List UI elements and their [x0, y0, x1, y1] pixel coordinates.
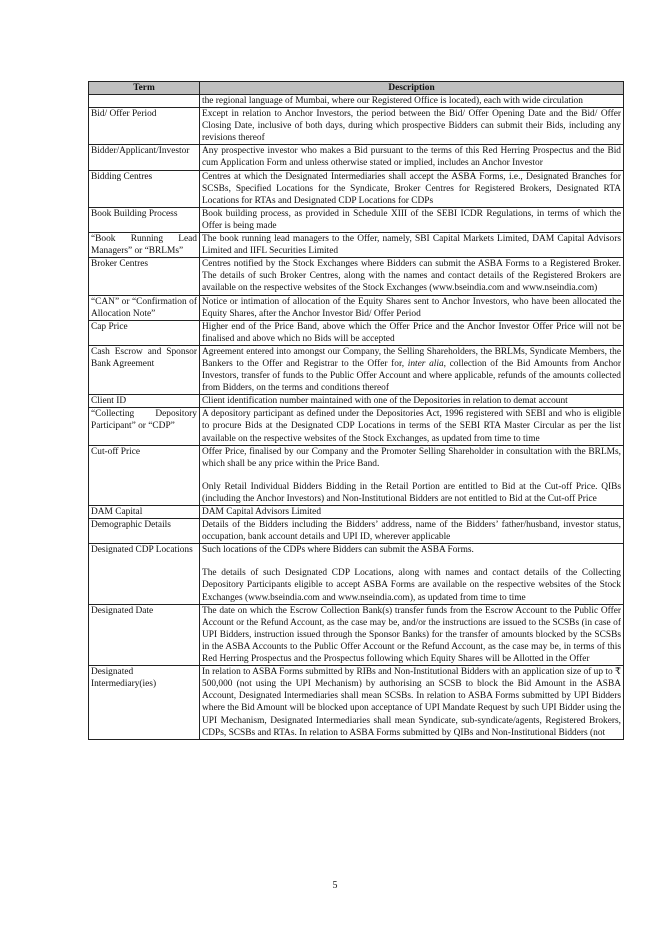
description-cell	[200, 395, 624, 408]
table-row	[89, 408, 624, 445]
description-paragraph: The date on which the Escrow Collection Bank(s) transfer funds from the Escrow Account to the Public Offer Account or the Refund Account, as the case may be, and/or the instructions are issued to the SCSBs (in case of UPI Bidders, instruction issued through the Sponsor Banks) for the transfer of amounts blocked by the SCSBs in the ASBA Accounts to the Public Offer Account or the Refund Account, as the case may be, in terms of this Red Herring Prospectus and the Prospectus following which Equity Shares will be Allotted in the Offer	[202, 605, 621, 665]
table-header-row	[89, 82, 624, 95]
description-cell	[200, 445, 624, 505]
description-paragraph: Centres at which the Designated Intermediaries shall accept the ASBA Forms, i.e., Designated Branches for SCSBs, Specified Locations for the Syndicate, Broker Centres for Registered Brokers, Designated RTA Locations for RTAs and Designated CDP Locations for CDPs	[202, 171, 621, 206]
table-row	[89, 320, 624, 345]
description-paragraph: Any prospective investor who makes a Bid pursuant to the terms of this Red Herring Prospectus and the Bid cum Application Form and unless otherwise stated or implied, includes an Anchor Investor	[202, 146, 621, 169]
table-row	[89, 345, 624, 394]
description-cell	[200, 258, 624, 295]
description-cell	[200, 345, 624, 394]
term-cell: Cash Escrow and Sponsor Bank Agreement	[89, 345, 200, 394]
description-cell	[200, 506, 624, 519]
table-row	[89, 604, 624, 665]
table-row	[89, 519, 624, 544]
description-cell	[200, 408, 624, 445]
term-cell: Client ID	[89, 395, 200, 408]
table-row	[89, 506, 624, 519]
description-cell	[200, 295, 624, 320]
term-cell: Designated Date	[89, 604, 200, 665]
description-paragraph: The details of such Designated CDP Locations, along with names and contact details of the Collecting Depository Participants eligible to accept ASBA Forms are available on the respective websites of the Stock Exchanges (www.bseindia.com and www.nseindia.com), as updated from time to time	[202, 568, 621, 603]
term-cell: “Book Running Lead Managers” or “BRLMs”	[89, 233, 200, 258]
definitions-table-body	[89, 95, 624, 740]
description-cell	[200, 170, 624, 207]
description-cell	[200, 519, 624, 544]
term-cell: Bidder/Applicant/Investor	[89, 145, 200, 170]
description-paragraph: The book running lead managers to the Offer, namely, SBI Capital Markets Limited, DAM Capital Advisors Limited and IIFL Securities Limited	[202, 234, 621, 257]
table-row	[89, 258, 624, 295]
description-cell	[200, 544, 624, 604]
table-row	[89, 395, 624, 408]
term-cell: Cut-off Price	[89, 445, 200, 505]
table-row	[89, 207, 624, 232]
description-paragraph: Except in relation to Anchor Investors, the period between the Bid/ Offer Opening Date and the Bid/ Offer Closing Date, inclusive of both days, during which prospective Bidders can submit their Bids, including any revisions thereof	[202, 109, 621, 144]
table-row	[89, 108, 624, 145]
term-cell: Bidding Centres	[89, 170, 200, 207]
term-cell: DAM Capital	[89, 506, 200, 519]
table-row	[89, 295, 624, 320]
description-cell	[200, 666, 624, 740]
description-paragraph: DAM Capital Advisors Limited	[202, 507, 322, 517]
term-cell: Bid/ Offer Period	[89, 108, 200, 145]
description-paragraph: Agreement entered into amongst our Company, the Selling Shareholders, the BRLMs, Syndicate Members, the Bankers to the Offer and Registrar to the Offer for, inter alia, collection of the Bid Amounts from Anchor Investors, transfer of funds to the Public Offer Account and where applicable, refunds of the amounts collected from Bidders, on the terms and conditions thereof	[202, 346, 621, 394]
description-paragraph: Details of the Bidders including the Bidders’ address, name of the Bidders’ father/husband, investor status, occupation, bank account details and UPI ID, wherever applicable	[202, 520, 621, 543]
table-row	[89, 445, 624, 505]
term-cell: Designated Intermediary(ies)	[89, 666, 200, 740]
description-paragraph: Higher end of the Price Band, above which the Offer Price and the Anchor Investor Offer Price will not be finalised and above which no Bids will be accepted	[202, 321, 621, 344]
description-cell	[200, 108, 624, 145]
description-cell	[200, 233, 624, 258]
term-cell: “CAN” or “Confirmation of Allocation Note”	[89, 295, 200, 320]
term-cell: Cap Price	[89, 320, 200, 345]
description-paragraph: Offer Price, finalised by our Company and the Promoter Selling Shareholder in consultation with the BRLMs, which shall be any price within the Price Band.	[202, 446, 621, 469]
description-paragraph: Notice or intimation of allocation of the Equity Shares sent to Anchor Investors, who have been allocated the Equity Shares, after the Anchor Investor Bid/ Offer Period	[202, 296, 621, 319]
term-cell: Book Building Process	[89, 207, 200, 232]
description-paragraph: A depository participant as defined under the Depositories Act, 1996 registered with SEBI and who is eligible to procure Bids at the Designated CDP Locations in terms of the SEBI RTA Master Circular as per the list available on the respective websites of the Stock Exchanges, as updated from time to time	[202, 409, 621, 444]
term-column-header: Term	[89, 82, 200, 95]
description-cell	[200, 95, 624, 108]
paragraph-gap	[202, 470, 621, 481]
table-row	[89, 666, 624, 740]
term-cell: Designated CDP Locations	[89, 544, 200, 604]
description-cell	[200, 604, 624, 665]
table-row	[89, 95, 624, 108]
table-row	[89, 170, 624, 207]
term-cell: “Collecting Depository Participant” or “CDP”	[89, 408, 200, 445]
table-row	[89, 145, 624, 170]
table-row	[89, 233, 624, 258]
description-cell	[200, 320, 624, 345]
term-cell	[89, 95, 200, 108]
table-row	[89, 544, 624, 604]
term-cell: Demographic Details	[89, 519, 200, 544]
description-paragraph: Such locations of the CDPs where Bidders can submit the ASBA Forms.	[202, 545, 474, 556]
paragraph-gap	[202, 556, 621, 567]
description-cell	[200, 207, 624, 232]
description-cell	[200, 145, 624, 170]
description-paragraph: Client identification number maintained with one of the Depositories in relation to demat account	[202, 396, 568, 407]
page-number: 5	[332, 880, 338, 891]
description-paragraph: Only Retail Individual Bidders Bidding in the Retail Portion are entitled to Bid at the Cut-off Price. QIBs (including the Anchor Investors) and Non-Institutional Bidders are not entitled to Bid at the Cut-off Price	[202, 481, 621, 504]
description-paragraph: the regional language of Mumbai, where our Registered Office is located), each with wide circulation	[202, 96, 583, 106]
term-cell: Broker Centres	[89, 258, 200, 295]
description-column-header: Description	[200, 82, 624, 95]
description-paragraph: In relation to ASBA Forms submitted by RIBs and Non-Institutional Bidders with an application size of up to ₹ 500,000 (not using the UPI Mechanism) by authorising an SCSB to block the Bid Amount in the ASBA Account, Designated Intermediaries shall mean SCSBs. In relation to ASBA Forms submitted by UPI Bidders where the Bid Amount will be blocked upon acceptance of UPI Mandate Request by such UPI Bidder using the UPI Mechanism, Designated Intermediaries shall mean Syndicate, sub-syndicate/agents, Registered Brokers, CDPs, SCSBs and RTAs. In relation to ASBA Forms submitted by QIBs and Non-Institutional Bidders (not	[202, 667, 621, 738]
description-paragraph: Book building process, as provided in Schedule XIII of the SEBI ICDR Regulations, in terms of which the Offer is being made	[202, 208, 621, 231]
definitions-table	[88, 81, 624, 740]
description-paragraph: Centres notified by the Stock Exchanges where Bidders can submit the ASBA Forms to a Registered Broker. The details of such Broker Centres, along with the names and contact details of the Registered Brokers are available on the respective websites of the Stock Exchanges (www.bseindia.com and www.nseindia.com)	[202, 259, 621, 294]
